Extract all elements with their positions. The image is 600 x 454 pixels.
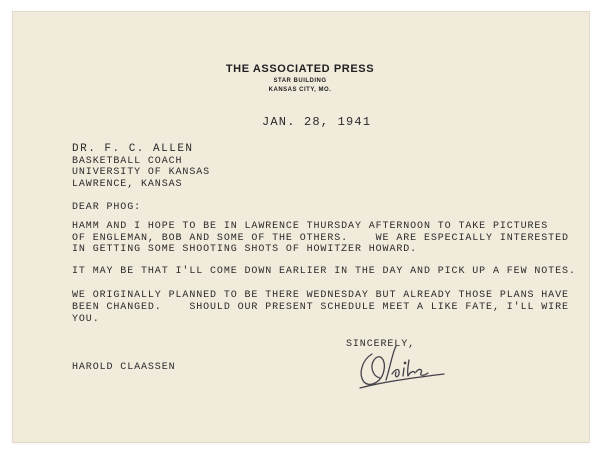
body-paragraph-3-line-3: YOU. [72, 314, 100, 325]
recipient-name: DR. F. C. ALLEN [72, 143, 194, 155]
letterhead-building: STAR BUILDING [273, 78, 327, 84]
letterhead-organization: THE ASSOCIATED PRESS [225, 63, 375, 75]
sender-name: HAROLD CLAASSEN [72, 362, 176, 373]
salutation: DEAR PHOG: [72, 202, 142, 213]
body-paragraph-1-line-1: HAMM AND I HOPE TO BE IN LAWRENCE THURSDAY AFTERNOON TO TAKE PICTURES [72, 221, 549, 232]
body-paragraph-2-line-1: IT MAY BE THAT I'LL COME DOWN EARLIER IN THE DAY AND PICK UP A FEW NOTES. [72, 266, 576, 277]
handwritten-signature [352, 338, 452, 396]
body-paragraph-3-line-1: WE ORIGINALLY PLANNED TO BE THERE WEDNESDAY BUT ALREADY THOSE PLANS HAVE [72, 290, 569, 301]
letter-date: JAN. 28, 1941 [262, 115, 372, 129]
body-paragraph-3-line-2: BEEN CHANGED. SHOULD OUR PRESENT SCHEDULE MEET A LIKE FATE, I'LL WIRE [72, 302, 569, 313]
body-paragraph-1-line-2: OF ENGLEMAN, BOB AND SOME OF THE OTHERS. WE ARE ESPECIALLY INTERESTED [72, 233, 569, 244]
body-paragraph-1-line-3: IN GETTING SOME SHOOTING SHOTS OF HOWITZER HOWARD. [72, 244, 418, 255]
letterhead-city: KANSAS CITY, MO. [268, 87, 332, 93]
recipient-location: LAWRENCE, KANSAS [72, 179, 183, 190]
closing: SINCERELY, [346, 339, 416, 350]
recipient-institution: UNIVERSITY OF KANSAS [72, 167, 211, 178]
recipient-title: BASKETBALL COACH [72, 156, 183, 167]
